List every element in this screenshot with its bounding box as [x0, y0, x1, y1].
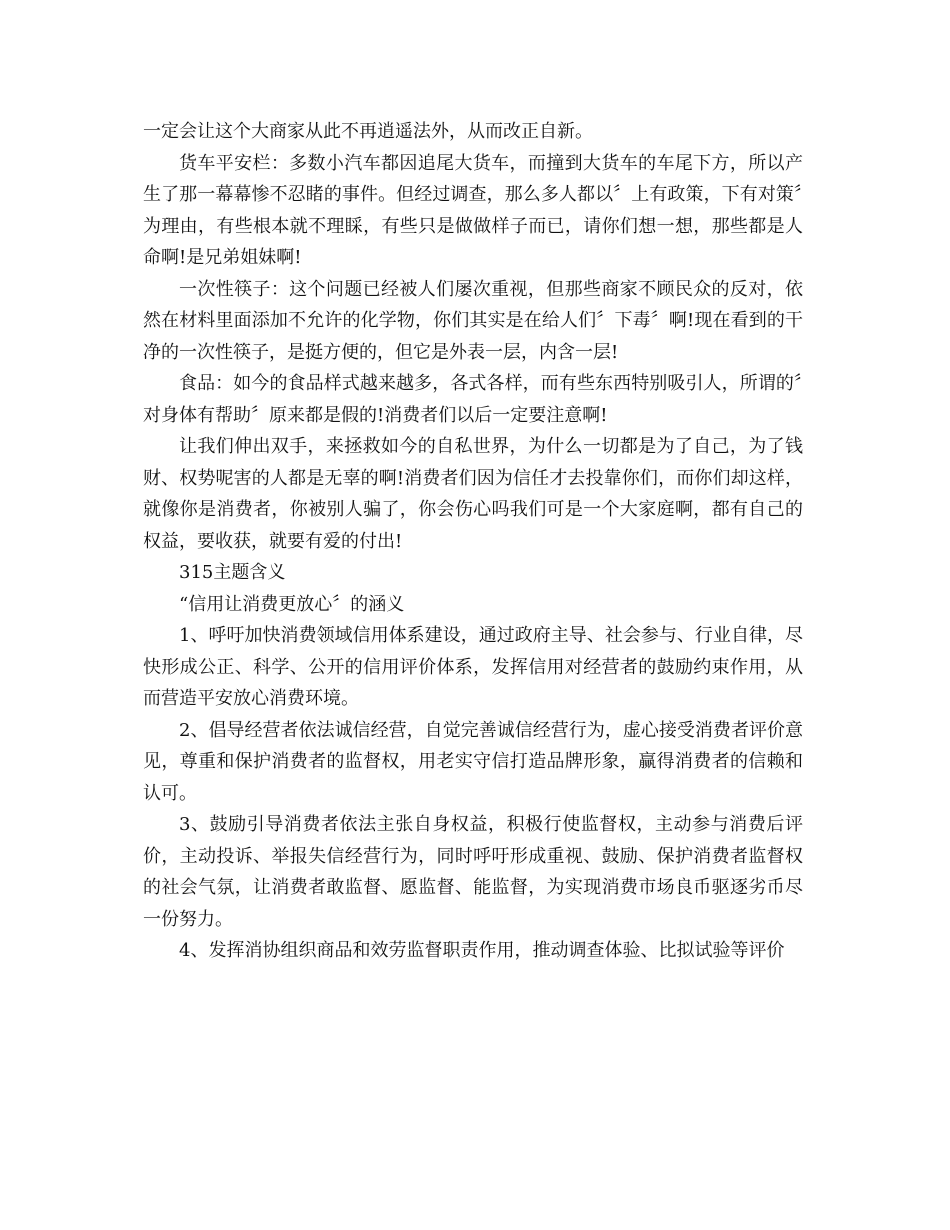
paragraph-point-3: 3、鼓励引导消费者依法主张自身权益，积极行使监督权，主动参与消费后评价，主动投诉、举报失信经营行为，同时呼吁形成重视、鼓励、保护消费者监督权的社会气氛，让消费者敢监督、愿监督、能监督，为实现消费市场良币驱逐劣币尽一份努力。 [143, 814, 803, 930]
paragraph-disposable-chopsticks: 一次性筷子：这个问题已经被人们屡次重视，但那些商家不顾民众的反对，依然在材料里面添加不允许的化学物，你们其实是在给人们〞下毒〞啊!现在看到的干净的一次性筷子，是挺方便的，但它是外表一层，内含一层! [143, 278, 803, 363]
paragraph-truck-safety-bar: 货车平安栏：多数小汽车都因追尾大货车，而撞到大货车的车尾下方，所以产生了那一幕幕惨不忍睹的事件。但经过调查，那么多人都以〞上有政策，下有对策〞为理由，有些根本就不理睬，有些只是做做样子而已，请你们想一想，那些都是人命啊!是兄弟姐妹啊! [143, 152, 803, 268]
paragraph-point-2: 2、倡导经营者依法诚信经营，自觉完善诚信经营行为，虚心接受消费者评价意见，尊重和保护消费者的监督权，用老实守信打造品牌形象，赢得消费者的信赖和认可。 [143, 719, 803, 804]
paragraph-point-1: 1、呼吁加快消费领域信用体系建设，通过政府主导、社会参与、行业自律，尽快形成公正、科学、公开的信用评价体系，发挥信用对经营者的鼓励约束作用，从而营造平安放心消费环境。 [143, 625, 803, 709]
section-heading-315-theme: 315主题含义 [179, 562, 286, 583]
subheading-credit-meaning: “信用让消费更放心〞的涵义 [179, 593, 405, 615]
paragraph-call-to-action: 让我们伸出双手，来拯救如今的自私世界，为什么一切都是为了自己，为了钱财、权势呢害的人都是无辜的啊!消费者们因为信任才去投靠你们，而你们却这样，就像你是消费者，你被别人骗了，你会伤心吗我们可是一个大家庭啊，都有自己的权益，要收获，就要有爱的付出! [143, 436, 803, 552]
document-body [143, 116, 803, 967]
paragraph-continuation: 一定会让这个大商家从此不再逍遥法外，从而改正自新。 [143, 121, 593, 142]
paragraph-food: 食品：如今的食品样式越来越多，各式各样，而有些东西特别吸引人，所谓的〞对身体有帮助〞原来都是假的!消费者们以后一定要注意啊! [143, 373, 803, 426]
paragraph-point-4: 4、发挥消协组织商品和效劳监督职责作用，推动调查体验、比拟试验等评价 [179, 940, 785, 961]
